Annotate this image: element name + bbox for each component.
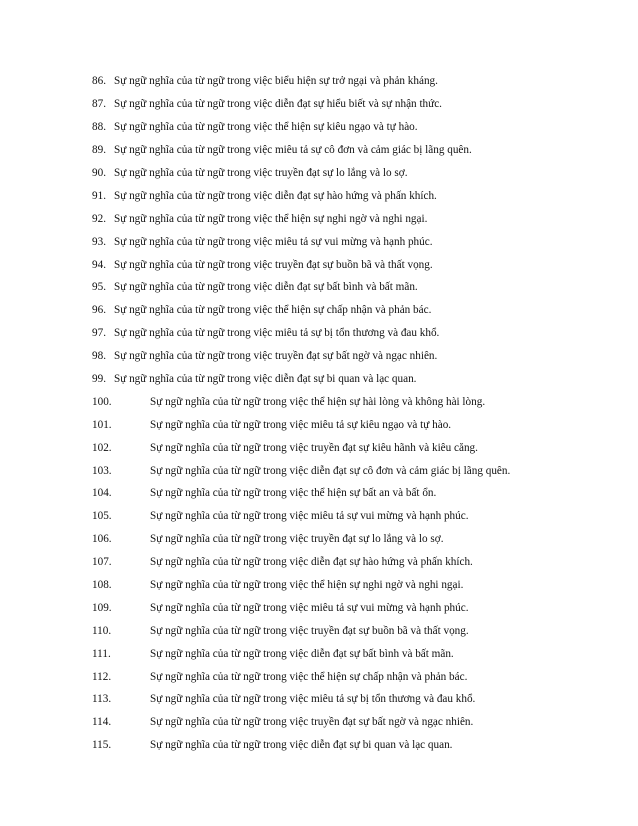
item-text: Sự ngữ nghĩa của từ ngữ trong việc truyền đạt sự lo lắng và lo sợ. xyxy=(150,533,444,546)
item-number: 113. xyxy=(92,693,112,706)
list-item xyxy=(0,368,638,391)
list-item xyxy=(0,459,638,482)
item-number: 112. xyxy=(92,670,112,683)
item-number: 110. xyxy=(92,624,112,637)
item-text: Sự ngữ nghĩa của từ ngữ trong việc diễn đạt sự bất bình và bất mãn. xyxy=(150,647,454,660)
list-item xyxy=(0,688,638,711)
item-number: 98. xyxy=(92,350,106,363)
list-item xyxy=(0,413,638,436)
item-text: Sự ngữ nghĩa của từ ngữ trong việc miêu tả sự kiêu ngạo và tự hào. xyxy=(150,418,452,431)
item-number: 86. xyxy=(92,75,106,88)
list-item xyxy=(0,207,638,230)
list-item xyxy=(0,551,638,574)
list-item xyxy=(0,162,638,185)
list-item xyxy=(0,574,638,597)
list-item xyxy=(0,596,638,619)
list-item xyxy=(0,711,638,734)
item-number: 91. xyxy=(92,189,106,202)
item-text: Sự ngữ nghĩa của từ ngữ trong việc miêu tả sự bị tổn thương và đau khổ. xyxy=(150,693,476,706)
item-text: Sự ngữ nghĩa của từ ngữ trong việc truyền đạt sự buồn bã và thất vọng. xyxy=(150,624,469,637)
item-text: Sự ngữ nghĩa của từ ngữ trong việc diễn đạt sự bất bình và bất mãn. xyxy=(114,281,418,294)
item-text: Sự ngữ nghĩa của từ ngữ trong việc truyền đạt sự buồn bã và thất vọng. xyxy=(114,258,433,271)
list-item xyxy=(0,70,638,93)
list-item xyxy=(0,665,638,688)
item-text: Sự ngữ nghĩa của từ ngữ trong việc truyền đạt sự bất ngờ và ngạc nhiên. xyxy=(114,350,438,363)
item-text: Sự ngữ nghĩa của từ ngữ trong việc thể hiện sự hài lòng và không hài lòng. xyxy=(150,395,486,408)
list-item xyxy=(0,436,638,459)
item-number: 97. xyxy=(92,327,106,340)
item-text: Sự ngữ nghĩa của từ ngữ trong việc diễn đạt sự hiểu biết và sự nhận thức. xyxy=(114,98,442,111)
item-number: 104. xyxy=(92,487,112,500)
list-item xyxy=(0,322,638,345)
item-text: Sự ngữ nghĩa của từ ngữ trong việc thể hiện sự chấp nhận và phản bác. xyxy=(150,670,468,683)
list-item xyxy=(0,276,638,299)
list-item xyxy=(0,528,638,551)
item-number: 106. xyxy=(92,533,112,546)
item-number: 96. xyxy=(92,304,106,317)
list-item xyxy=(0,93,638,116)
item-number: 99. xyxy=(92,373,106,386)
item-text: Sự ngữ nghĩa của từ ngữ trong việc miêu tả sự vui mừng và hạnh phúc. xyxy=(114,235,433,248)
item-number: 102. xyxy=(92,441,112,454)
list-item xyxy=(0,253,638,276)
item-text: Sự ngữ nghĩa của từ ngữ trong việc thể hiện sự nghi ngờ và nghi ngại. xyxy=(150,579,464,592)
item-number: 87. xyxy=(92,98,106,111)
item-text: Sự ngữ nghĩa của từ ngữ trong việc diễn đạt sự bi quan và lạc quan. xyxy=(150,739,453,752)
item-text: Sự ngữ nghĩa của từ ngữ trong việc miêu tả sự vui mừng và hạnh phúc. xyxy=(150,601,469,614)
item-text: Sự ngữ nghĩa của từ ngữ trong việc miêu tả sự cô đơn và cảm giác bị lãng quên. xyxy=(114,144,472,157)
item-text: Sự ngữ nghĩa của từ ngữ trong việc thể hiện sự kiêu ngạo và tự hào. xyxy=(114,121,418,134)
list-item xyxy=(0,642,638,665)
list-item xyxy=(0,619,638,642)
item-number: 95. xyxy=(92,281,106,294)
item-text: Sự ngữ nghĩa của từ ngữ trong việc truyền đạt sự kiêu hãnh và kiêu căng. xyxy=(150,441,478,454)
list-item xyxy=(0,505,638,528)
list-item xyxy=(0,184,638,207)
item-number: 105. xyxy=(92,510,112,523)
item-number: 93. xyxy=(92,235,106,248)
item-text: Sự ngữ nghĩa của từ ngữ trong việc diễn đạt sự hào hứng và phấn khích. xyxy=(150,556,473,569)
list-item xyxy=(0,299,638,322)
item-number: 100. xyxy=(92,395,112,408)
numbered-list xyxy=(0,70,638,757)
item-text: Sự ngữ nghĩa của từ ngữ trong việc truyền đạt sự bất ngờ và ngạc nhiên. xyxy=(150,716,474,729)
item-text: Sự ngữ nghĩa của từ ngữ trong việc biểu hiện sự trở ngại và phản kháng. xyxy=(114,75,438,88)
item-number: 94. xyxy=(92,258,106,271)
list-item xyxy=(0,345,638,368)
item-number: 108. xyxy=(92,579,112,592)
list-item xyxy=(0,139,638,162)
item-number: 115. xyxy=(92,739,112,752)
item-number: 88. xyxy=(92,121,106,134)
item-text: Sự ngữ nghĩa của từ ngữ trong việc thể hiện sự bất an và bất ổn. xyxy=(150,487,437,500)
item-number: 109. xyxy=(92,601,112,614)
item-number: 92. xyxy=(92,212,106,225)
item-text: Sự ngữ nghĩa của từ ngữ trong việc diễn đạt sự cô đơn và cảm giác bị lãng quên. xyxy=(150,464,511,477)
item-text: Sự ngữ nghĩa của từ ngữ trong việc diễn đạt sự bi quan và lạc quan. xyxy=(114,373,417,386)
item-number: 111. xyxy=(92,647,111,660)
item-text: Sự ngữ nghĩa của từ ngữ trong việc thể hiện sự chấp nhận và phản bác. xyxy=(114,304,432,317)
item-text: Sự ngữ nghĩa của từ ngữ trong việc miêu tả sự bị tổn thương và đau khổ. xyxy=(114,327,440,340)
list-item xyxy=(0,482,638,505)
item-text: Sự ngữ nghĩa của từ ngữ trong việc miêu tả sự vui mừng và hạnh phúc. xyxy=(150,510,469,523)
item-number: 107. xyxy=(92,556,112,569)
item-number: 103. xyxy=(92,464,112,477)
item-text: Sự ngữ nghĩa của từ ngữ trong việc truyền đạt sự lo lắng và lo sợ. xyxy=(114,167,408,179)
item-number: 90. xyxy=(92,167,106,179)
item-number: 114. xyxy=(92,716,112,729)
item-number: 101. xyxy=(92,418,112,431)
item-text: Sự ngữ nghĩa của từ ngữ trong việc diễn đạt sự hào hứng và phấn khích. xyxy=(114,189,437,202)
item-text: Sự ngữ nghĩa của từ ngữ trong việc thể hiện sự nghi ngờ và nghi ngại. xyxy=(114,212,428,225)
item-number: 89. xyxy=(92,144,106,157)
list-item xyxy=(0,116,638,139)
list-item xyxy=(0,734,638,757)
list-item xyxy=(0,390,638,413)
list-item xyxy=(0,230,638,253)
